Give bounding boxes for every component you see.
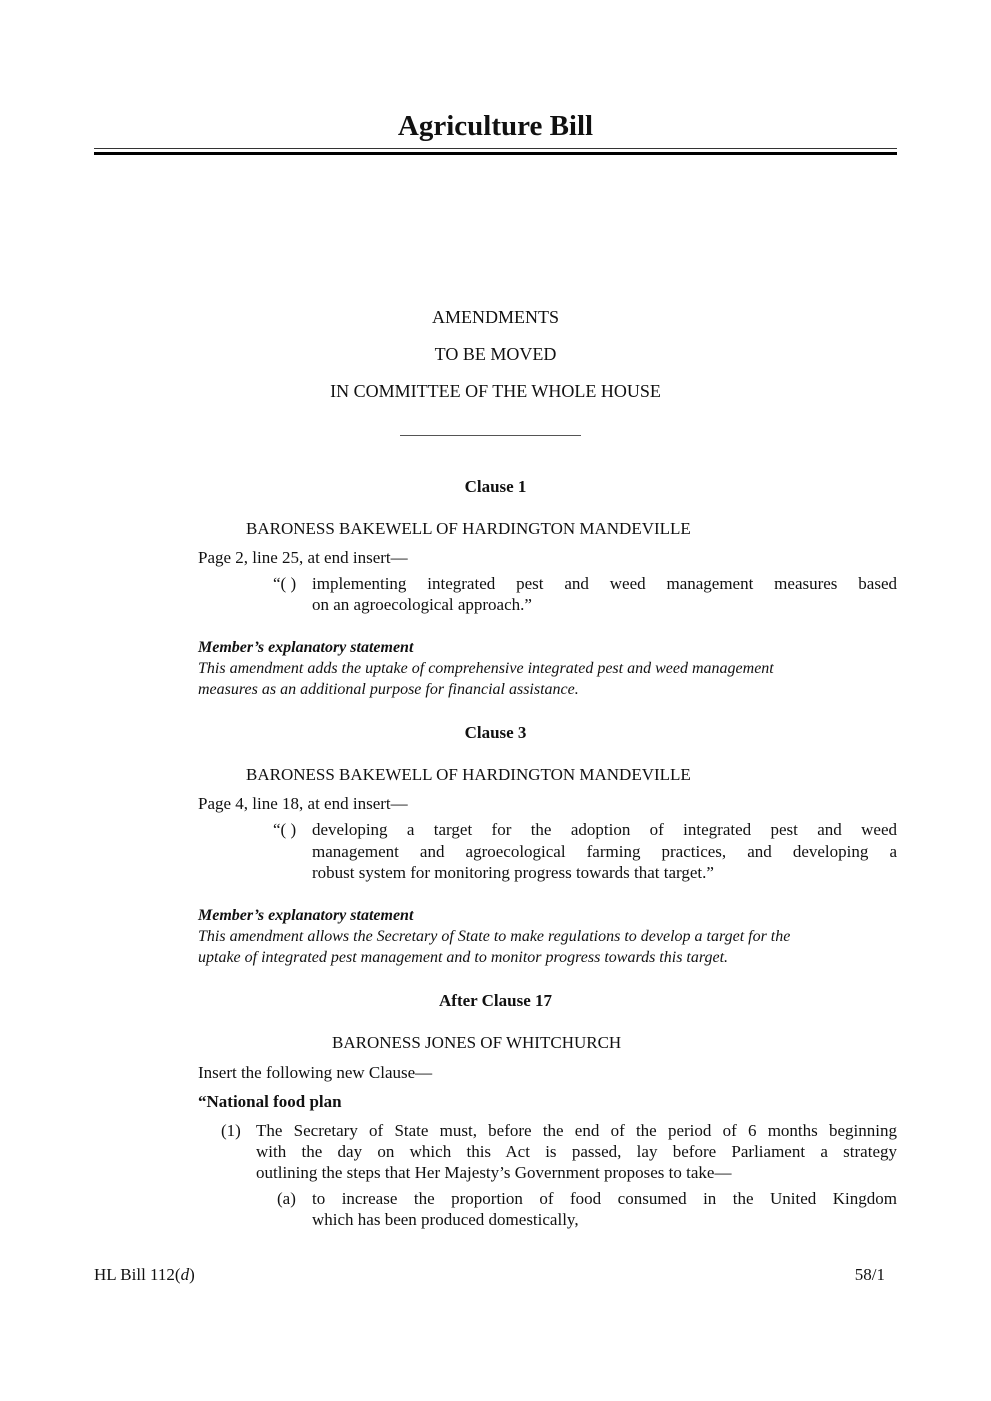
insert-text-line: implementing integrated pest and weed management measures based	[312, 574, 897, 593]
header-line-to-be-moved: TO BE MOVED	[434, 344, 557, 364]
subsection-label: (1)	[221, 1121, 241, 1140]
header-line-amendments: AMENDMENTS	[431, 307, 559, 327]
page-reference: 58/1	[854, 1265, 885, 1284]
explanatory-statement-heading: Member’s explanatory statement	[198, 639, 414, 656]
subsection-text-line: The Secretary of State must, before the end of the period of 6 months beginning	[256, 1121, 897, 1140]
document-title: Agriculture Bill	[397, 110, 594, 142]
explanatory-statement-line: This amendment adds the uptake of comprehensive integrated pest and weed management	[198, 660, 774, 677]
bill-reference: HL Bill 112(d)	[94, 1265, 195, 1284]
insert-text-line: robust system for monitoring progress towards that target.”	[312, 863, 714, 882]
paragraph-label: (a)	[277, 1189, 296, 1208]
new-clause-title: “National food plan	[198, 1092, 342, 1111]
subsection-text-line: with the day on which this Act is passed, lay before Parliament a strategy	[256, 1142, 897, 1161]
insert-text-line: developing a target for the adoption of integrated pest and weed	[312, 820, 897, 839]
title-rule-thick	[94, 152, 897, 155]
clause-heading: Clause 3	[464, 723, 527, 742]
explanatory-statement-line: This amendment allows the Secretary of State to make regulations to develop a target for the	[198, 928, 791, 945]
insert-text-line: management and agroecological farming practices, and developing a	[312, 842, 897, 861]
subsection-text-line: outlining the steps that Her Majesty’s Government proposes to take—	[256, 1163, 732, 1182]
explanatory-statement-heading: Member’s explanatory statement	[198, 907, 414, 924]
section-divider	[400, 435, 581, 436]
insert-text-line: on an agroecological approach.”	[312, 595, 532, 614]
paragraph-text-line: to increase the proportion of food consumed in the United Kingdom	[312, 1189, 897, 1208]
insert-label: “( )	[273, 574, 297, 593]
header-line-committee: IN COMMITTEE OF THE WHOLE HOUSE	[330, 381, 661, 401]
member-name: BARONESS JONES OF WHITCHURCH	[332, 1033, 622, 1052]
amendment-location: Page 4, line 18, at end insert—	[198, 794, 408, 813]
title-rule-thin	[94, 148, 897, 149]
clause-heading: After Clause 17	[439, 991, 552, 1010]
explanatory-statement-line: measures as an additional purpose for financial assistance.	[198, 681, 579, 698]
paragraph-text-line: which has been produced domestically,	[312, 1210, 579, 1229]
amendment-location: Page 2, line 25, at end insert—	[198, 548, 408, 567]
clause-heading: Clause 1	[464, 477, 527, 496]
explanatory-statement-line: uptake of integrated pest management and to monitor progress towards this target.	[198, 949, 729, 966]
insert-label: “( )	[273, 820, 297, 839]
member-name: BARONESS BAKEWELL OF HARDINGTON MANDEVILLE	[246, 519, 691, 538]
member-name: BARONESS BAKEWELL OF HARDINGTON MANDEVILLE	[246, 765, 691, 784]
amendment-location: Insert the following new Clause—	[198, 1063, 433, 1082]
